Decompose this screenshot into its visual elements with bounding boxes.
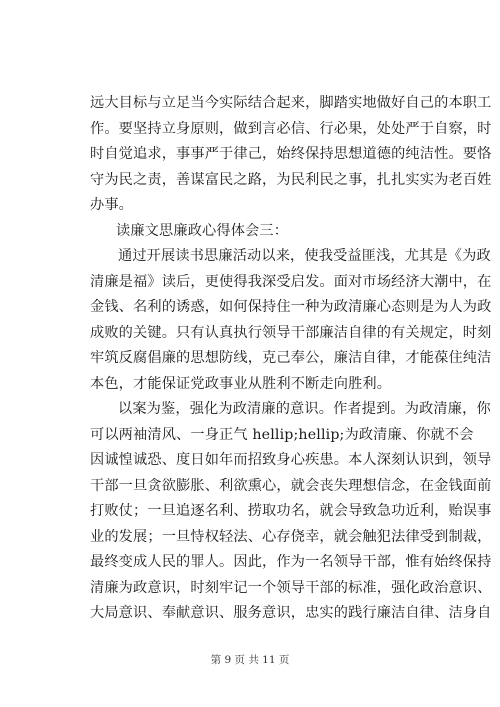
text-line: 打败仗；一旦追逐名利、捞取功名，就会导致急功近利，贻误事	[90, 503, 492, 519]
paragraph-start-line: 通过开展读书思廉活动以来，使我受益匪浅，尤其是《为政	[118, 248, 491, 264]
text-line: 清廉是福》读后，更使得我深受启发。面对市场经济大潮中，在	[90, 273, 492, 290]
text-line: 时自觉追求，事事严于律己，始终保持思想道德的纯洁性。要恪	[90, 146, 492, 162]
text-line: 干部一旦贪欲膨胀、利欲熏心，就会丧失理想信念，在金钱面前	[90, 477, 492, 494]
text-line: 牢筑反腐倡廉的思想防线，克己奉公，廉洁自律，才能葆住纯洁	[90, 350, 492, 366]
text-line: 成败的关键。只有认真执行领导干部廉洁自律的有关规定，时刻	[90, 324, 492, 341]
text-line: 清廉为政意识，时刻牢记一个领导干部的标准，强化政治意识、	[90, 579, 492, 596]
text-line: 远大目标与立足当今实际结合起来，脚踏实地做好自己的本职工	[90, 95, 492, 111]
text-line: 办事。	[90, 197, 134, 213]
text-line: 因诚惶诚恐、度日如年而招致身心疾患。本人深刻认识到，领导	[90, 452, 492, 468]
text-line: 大局意识、奉献意识、服务意识，忠实的践行廉洁自律、洁身自	[90, 605, 492, 621]
text-line: 最终变成人民的罪人。因此，作为一名领导干部，惟有始终保持	[90, 554, 492, 570]
page-footer: 第 9 页 共 11 页	[210, 654, 290, 666]
text-line: 可以两袖清风、一身正气 hellip;hellip;为政清廉、你就不会	[90, 426, 474, 443]
text-line: 金钱、名利的诱惑，如何保持住一种为政清廉心态则是为人为政	[90, 299, 492, 315]
paragraph-start-line: 以案为鉴，强化为政清廉的意识。作者提到。为政清廉，你	[118, 401, 491, 417]
text-line: 作。要坚持立身原则，做到言必信、行必果，处处严于自察，时	[90, 120, 492, 137]
text-line: 业的发展；一旦恃权轻法、心存侥幸，就会触犯法律受到制裁，	[90, 528, 492, 545]
text-line: 本色，才能保证党政事业从胜利不断走向胜利。	[90, 375, 392, 392]
text-line: 守为民之责，善谋富民之路，为民利民之事，扎扎实实为老百姓	[90, 171, 492, 188]
section-heading: 读廉文思廉政心得体会三：	[116, 222, 289, 239]
document-body	[90, 91, 492, 627]
